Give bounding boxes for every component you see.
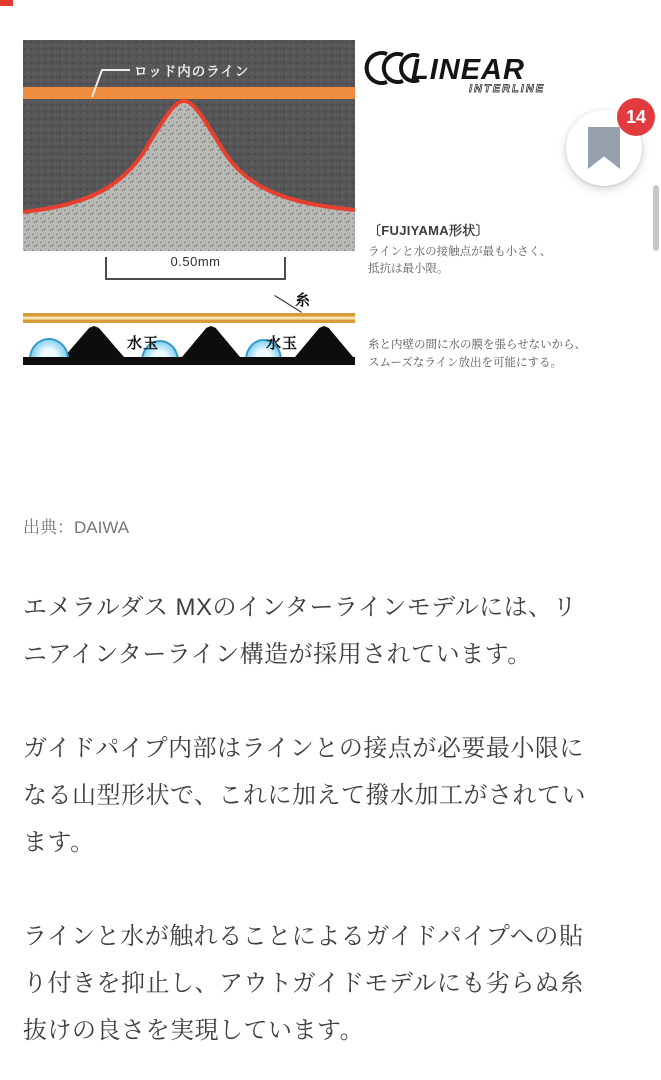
rod-inner-line-bar [23,87,355,99]
thread-label: 糸 [295,292,311,309]
bookmark-icon [588,127,620,169]
water-drop-label: 水玉 [127,335,160,352]
rod-line-label: ロッド内のライン [134,64,250,79]
text-line: なる山型形状で、これに加えて撥水加工がされてい [23,782,587,809]
thread-gold-line [23,313,355,323]
paragraph [23,913,639,1054]
fujiyama-caption-line: ラインと水の接触点が最も小さく、 [368,246,552,258]
top-left-red-marker [0,0,13,6]
text-line: ラインと水が触れることによるガイドパイプへの貼 [23,923,584,950]
bookmark-count-badge: 14 [617,98,655,136]
paragraph [23,584,639,678]
linear-interline-logo [359,48,595,96]
water-film-caption-line: スムーズなライン放出を可能にする。 [368,357,563,369]
spike-triangle [182,326,240,357]
fujiyama-caption [368,220,608,278]
spike-triangle [295,326,353,357]
text-line: 抜けの良さを実現しています。 [23,1017,365,1044]
text-line: ニアインターライン構造が採用されています。 [23,641,532,668]
fujiyama-caption-title: 〔FUJIYAMA形状〕 [368,223,489,238]
fujiyama-diagram [23,40,355,251]
fujiyama-caption-line: 抵抗は最小限。 [368,263,449,275]
water-droplet [29,338,69,359]
logo-brand-text: LINEAR [411,54,525,86]
water-drop-label: 水玉 [266,335,299,352]
hero-figure [23,40,638,370]
logo-sub-text: INTERLINE [469,83,546,95]
paragraph [23,725,639,866]
spike-triangle [64,326,124,357]
guide-pipe-cross-section-image [23,40,355,251]
guide-pipe-wall-bar [23,357,355,365]
text-line: ます。 [23,829,95,856]
text-line: エメラルダス MXのインターラインモデルには、リ [23,594,578,621]
text-line: り付きを抑止し、アウトガイドモデルにも劣らぬ糸 [23,970,584,997]
measurement-value: 0.50mm [170,254,221,269]
water-film-caption-line: 糸と内壁の間に水の膜を張らせないから、 [368,339,587,351]
article-body [23,584,639,1080]
image-source-credit: 出典：DAIWA [23,518,130,537]
water-film-caption [368,336,618,372]
measurement-bracket [105,254,286,280]
scrollbar-thumb[interactable] [653,185,659,251]
text-line: ガイドパイプ内部はラインとの接点が必要最小限に [23,735,584,762]
